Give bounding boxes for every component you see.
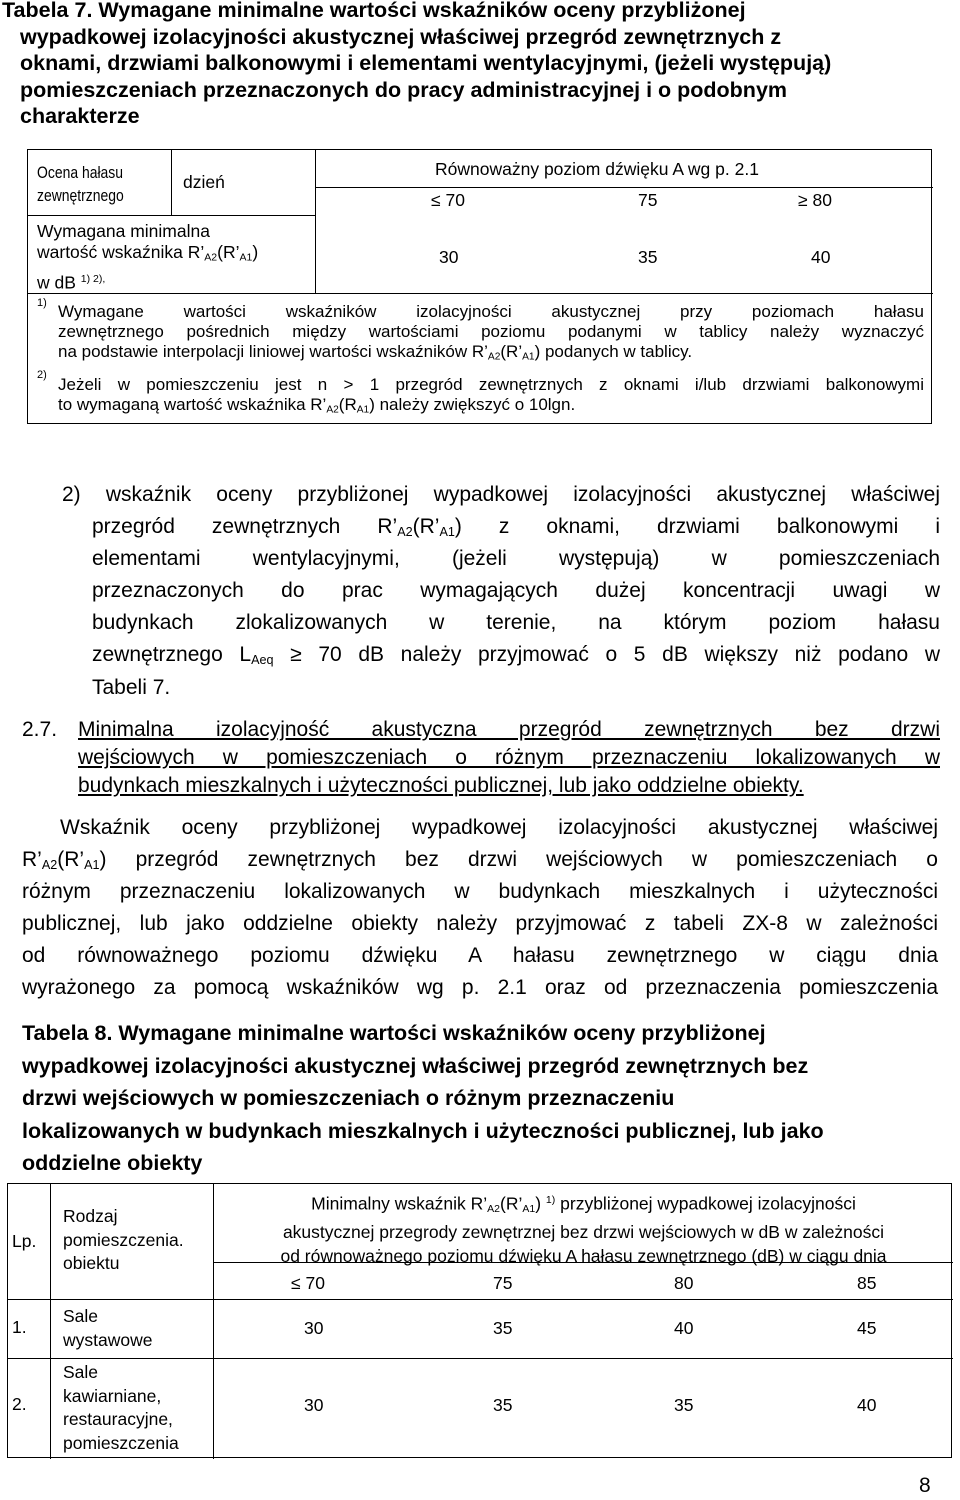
note2-tail: ) należy zwiększyć o 10lgn. [369, 395, 576, 414]
table7-ocena-label [37, 161, 124, 207]
item2-line7-sub: Aeq [251, 653, 274, 668]
req-line1: Wymagana minimalna [37, 221, 210, 241]
table8-row2-value: 40 [857, 1395, 877, 1415]
paragraph-line2-b: ) przegród zewnętrznych bez drzwi wejściowych w pomieszczeniach o [99, 848, 938, 871]
item2-line: budynkach zlokalizowanych w terenie, na którym poziom hałasu [92, 611, 940, 634]
table7-vline [171, 150, 172, 215]
row1-type-line: wystawowe [63, 1329, 153, 1350]
item2-line: przeznaczonych do prac wymagających dużej koncentracji uwagi w [92, 579, 940, 602]
note1-line: na podstawie interpolacji liniowej wartości wskaźników $R’_{A2}(R’_{A1})$ podanych w tablicy. [58, 342, 693, 363]
table7-value-40: 40 [811, 247, 831, 267]
table8-row2-lp: 2. [12, 1394, 27, 1414]
table7-note2 [58, 375, 924, 421]
item2-line: zewnętrznego $L_{Aeq} \ge 70$ dB należy przyjmować o 5 dB większy niż podano w [92, 643, 940, 668]
table8-col-type [63, 1205, 184, 1276]
paragraph-line: wyrażonego za pomocą wskaźników wg p. 2.1 oraz od przeznaczenia pomieszczenia [22, 976, 938, 999]
table8 [7, 1183, 952, 1458]
item2-line: Tabeli 7. [92, 676, 171, 699]
row2-type-line: Sale [63, 1362, 99, 1382]
row2-type-line: kawiarniane, [63, 1385, 162, 1406]
table8-level-85: 85 [857, 1273, 877, 1293]
paragraph-line: Wskaźnik oceny przybliżonej wypadkowej izolacyjności akustycznej właściwej [60, 816, 938, 839]
table7-title [2, 0, 952, 130]
note1-line: zewnętrznego pośrednich między wartościami poziomu podanymi w tablicy należy wyznaczyć [58, 322, 924, 341]
req-line3-text: w dB [37, 271, 76, 292]
item2-line: 2) wskaźnik oceny przybliżonej wypadkowej izolacyjności akustycznej właściwej [62, 483, 940, 506]
table8-row2-value: 30 [304, 1395, 324, 1415]
ocena-line1: Ocena hałasu [37, 163, 124, 182]
table7-level-80: ≥ 80 [798, 190, 832, 210]
header-b: przybliżonej wypadkowej izolacyjności [560, 1193, 856, 1214]
row2-type-line: restauracyjne, [63, 1409, 173, 1429]
note1-line: Wymagane wartości wskaźników izolacyjności akustycznej przy poziomach hałasu [58, 302, 924, 321]
table7-title-line: Tabela 7. Wymagane minimalne wartości wskaźników oceny przybliżonej [2, 0, 746, 22]
table8-row1-value: 45 [857, 1318, 877, 1338]
col-type-line: pomieszczenia. [63, 1229, 184, 1250]
table7-level-70: ≤ 70 [431, 190, 465, 210]
table7-hline [28, 215, 315, 216]
table8-row2-value: 35 [674, 1395, 694, 1415]
table8-title-line: oddzielne obiekty [22, 1151, 203, 1175]
item2-line2-a: przegród zewnętrznych R [92, 515, 393, 538]
item2-line7-b: 70 dB należy przyjmować o 5 dB większy niż podano w [318, 643, 940, 666]
table8-col-lp: Lp. [12, 1231, 37, 1251]
table8-level-70: ≤ 70 [291, 1273, 325, 1293]
row1-type-line: Sale [63, 1306, 99, 1326]
header-line1: Minimalny wskaźnik $R’_{A2}(R’_{A1})$ $^{1)}$ przybliżonej wypadkowej izolacyjności [311, 1193, 856, 1215]
note1-mark: 1) [37, 297, 47, 309]
note2-line: Jeżeli w pomieszczeniu jest n > 1 przegród zewnętrznych z oknami i/lub drzwiami balkonowymi [58, 375, 924, 394]
paragraph-line: publicznej, lub jako oddzielne obiekty należy przyjmować z tabeli ZX-8 w zależności [22, 912, 938, 935]
level-value: 70 [445, 190, 465, 210]
table7-req-label [37, 221, 258, 293]
table8-header [214, 1189, 953, 1268]
table7-vline [315, 150, 316, 293]
table7-title-line: oknami, drzwiami balkonowymi i elementami wentylacyjnymi, (jeżeli występują) [20, 51, 832, 75]
table8-row2-type [63, 1361, 179, 1455]
table8-title-line: drzwi wejściowych w pomieszczeniach o różnym przeznaczeniu [22, 1086, 675, 1110]
item2-line2-b: ) z oknami, drzwiami balkonowymi i [454, 515, 940, 538]
table8-row1-type [63, 1305, 152, 1352]
req-line3: w dB $^{1) 2),}$ [37, 271, 106, 292]
table7-value-30: 30 [439, 247, 459, 267]
table8-title-line: wypadkowej izolacyjności akustycznej właściwej przegród zewnętrznych bez [22, 1053, 809, 1078]
req-line2: wartość wskaźnika $R’_{A2}(R’_{A1})$ [37, 242, 259, 264]
table8-level-80: 80 [674, 1273, 694, 1293]
item2-line7-a: zewnętrznego L [92, 643, 252, 666]
paragraph-line: od równoważnego poziomu dźwięku A hałasu zewnętrznego w ciągu dnia [22, 944, 938, 967]
table7-title-line: charakterze [20, 104, 140, 128]
level-value: 70 [305, 1273, 325, 1293]
table7-title-line: wypadkowej izolacyjności akustycznej właściwej przegród zewnętrznych z [20, 24, 782, 49]
note2-line-text: to wymaganą wartość wskaźnika R [58, 395, 323, 414]
table8-level-75: 75 [493, 1273, 513, 1293]
paragraph-line: $R’_{A2}(R’_{A1})$ przegród zewnętrznych bez drzwi wejściowych w pomieszczeniach o [22, 848, 938, 873]
table8-title-line: Tabela 8. Wymagane minimalne wartości wskaźników oceny przybliżonej [22, 1021, 766, 1045]
table7-value-35: 35 [638, 247, 658, 267]
item2-line: przegród zewnętrznych $R’_{A2}(R’_{A1})$ z oknami, drzwiami balkonowymi i [92, 515, 940, 540]
table8-row1-value: 30 [304, 1318, 324, 1338]
req-line2-text: wartość wskaźnika R [37, 242, 201, 262]
ocena-line2: zewnętrznego [37, 186, 124, 205]
table8-title [22, 1017, 824, 1180]
section27-number: 2.7. [22, 718, 58, 741]
table7-level-75: 75 [638, 190, 658, 210]
paragraph-line: różnym przeznaczeniu lokalizowanych w budynkach mieszkalnych i użyteczności [22, 880, 938, 903]
row2-type-line: pomieszczenia [63, 1432, 179, 1453]
table7-hline [28, 293, 933, 294]
table7-title-line: pomieszczeniach przeznaczonych do pracy administracyjnej i o podobnym [20, 77, 788, 102]
table8-row2-value: 35 [493, 1395, 513, 1415]
table7-level-header: Równoważny poziom dźwięku A wg p. 2.1 [435, 159, 759, 179]
table8-hline [8, 1299, 953, 1300]
col-type-line: Rodzaj [63, 1206, 118, 1226]
header-a: Minimalny wskaźnik R [311, 1193, 484, 1214]
table7-hline [316, 187, 933, 188]
table8-row1-value: 40 [674, 1318, 694, 1338]
note2-line: to wymaganą wartość wskaźnika $R’_{A2}(R_{A1})$ należy zwiększyć o 10lgn. [58, 395, 576, 416]
item2-line: elementami wentylacyjnymi, (jeżeli występują) w pomieszczeniach [92, 547, 940, 570]
header-line2: akustycznej przegrody zewnętrznej bez drzwi wejściowych w dB w zależności [282, 1222, 885, 1243]
note1-tail: ) podanych w tablicy. [534, 342, 693, 361]
note2-mark: 2) [37, 369, 47, 381]
section27-line: budynkach mieszkalnych i użyteczności publicznej, lub jako oddzielne obiekty. [78, 774, 804, 797]
section27-line: Minimalna izolacyjność akustyczna przegród zewnętrznych bez drzwi [78, 718, 940, 741]
table8-row1-value: 35 [493, 1318, 513, 1338]
col-type-line: obiektu [63, 1253, 120, 1273]
table8-hline [8, 1358, 953, 1359]
level-value: 80 [812, 190, 832, 210]
section27-line: wejściowych w pomieszczeniach o różnym przeznaczeniu lokalizowanych w [78, 746, 940, 769]
page-number: 8 [919, 1474, 931, 1497]
table7-note1 [58, 302, 924, 368]
table7 [27, 149, 932, 424]
header-line3: od równoważnego poziomu dźwięku A hałasu zewnętrznego (dB) w ciągu dnia [280, 1245, 887, 1266]
table8-row1-lp: 1. [12, 1317, 27, 1337]
table8-title-line: lokalizowanych w budynkach mieszkalnych i użyteczności publicznej, lub jako [22, 1118, 824, 1143]
note1-line-text: na podstawie interpolacji liniowej wartości wskaźników R [58, 342, 485, 361]
table8-vline [50, 1184, 51, 1459]
table7-period: dzień [183, 172, 225, 192]
